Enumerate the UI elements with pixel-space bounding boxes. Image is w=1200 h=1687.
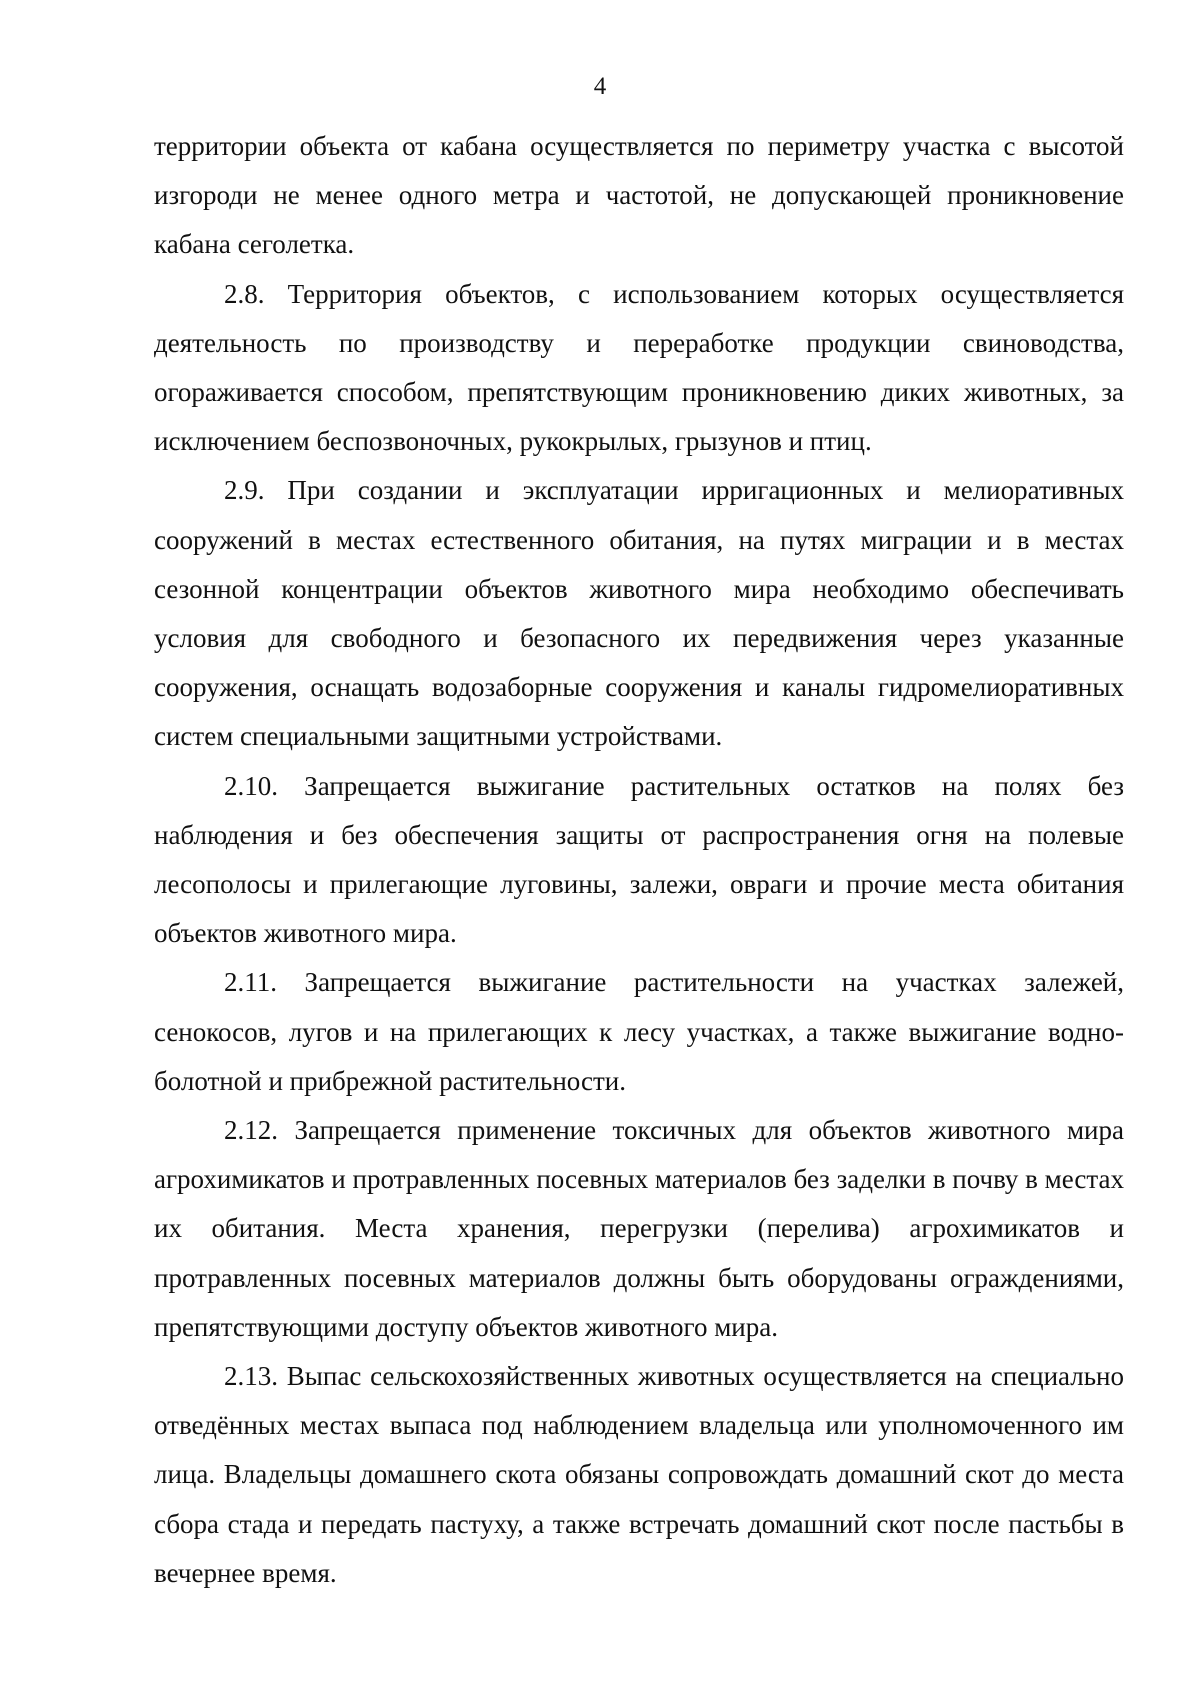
paragraph-2-12: 2.12. Запрещается применение токсичных для объектов животного мира агрохимикатов и протравленных посевных материалов без заделки в почву в местах их обитания. Места хранения, перегрузки (перелива) агрохимикатов и протравленных посевных материалов должны быть оборудованы ограждениями, препятствующими доступу объектов животного мира. — [154, 1115, 1124, 1342]
document-body — [154, 122, 1124, 1598]
paragraph-2-8: 2.8. Территория объектов, с использованием которых осуществляется деятельность по производству и переработке продукции свиноводства, огораживается способом, препятствующим проникновению диких животных, за исключением беспозвоночных, рукокрылых, грызунов и птиц. — [154, 278, 1124, 457]
paragraph-continuation: территории объекта от кабана осуществляется по периметру участка с высотой изгороди не менее одного метра и частотой, не допускающей проникновение кабана сеголетка. — [154, 131, 1124, 260]
paragraph-2-13: 2.13. Выпас сельскохозяйственных животных осуществляется на специально отведённых местах выпаса под наблюдением владельца или уполномоченного им лица. Владельцы домашнего скота обязаны сопровождать домашний скот до места сбора стада и передать пастуху, а также встречать домашний скот после пастьбы в вечернее время. — [154, 1361, 1124, 1588]
paragraph-2-10: 2.10. Запрещается выжигание растительных остатков на полях без наблюдения и без обеспечения защиты от распространения огня на полевые лесополосы и прилегающие луговины, залежи, овраги и прочие места обитания объектов животного мира. — [154, 770, 1124, 949]
paragraph-2-9: 2.9. При создании и эксплуатации ирригационных и мелиоративных сооружений в местах естественного обитания, на путях миграции и в местах сезонной концентрации объектов животного мира необходимо обеспечивать условия для свободного и безопасного их передвижения через указанные сооружения, оснащать водозаборные сооружения и каналы гидромелиоративных систем специальными защитными устройствами. — [154, 475, 1124, 752]
page-number: 4 — [593, 73, 607, 100]
paragraph-2-11: 2.11. Запрещается выжигание растительности на участках залежей, сенокосов, лугов и на прилегающих к лесу участках, а также выжигание водно-болотной и прибрежной растительности. — [154, 967, 1124, 1096]
